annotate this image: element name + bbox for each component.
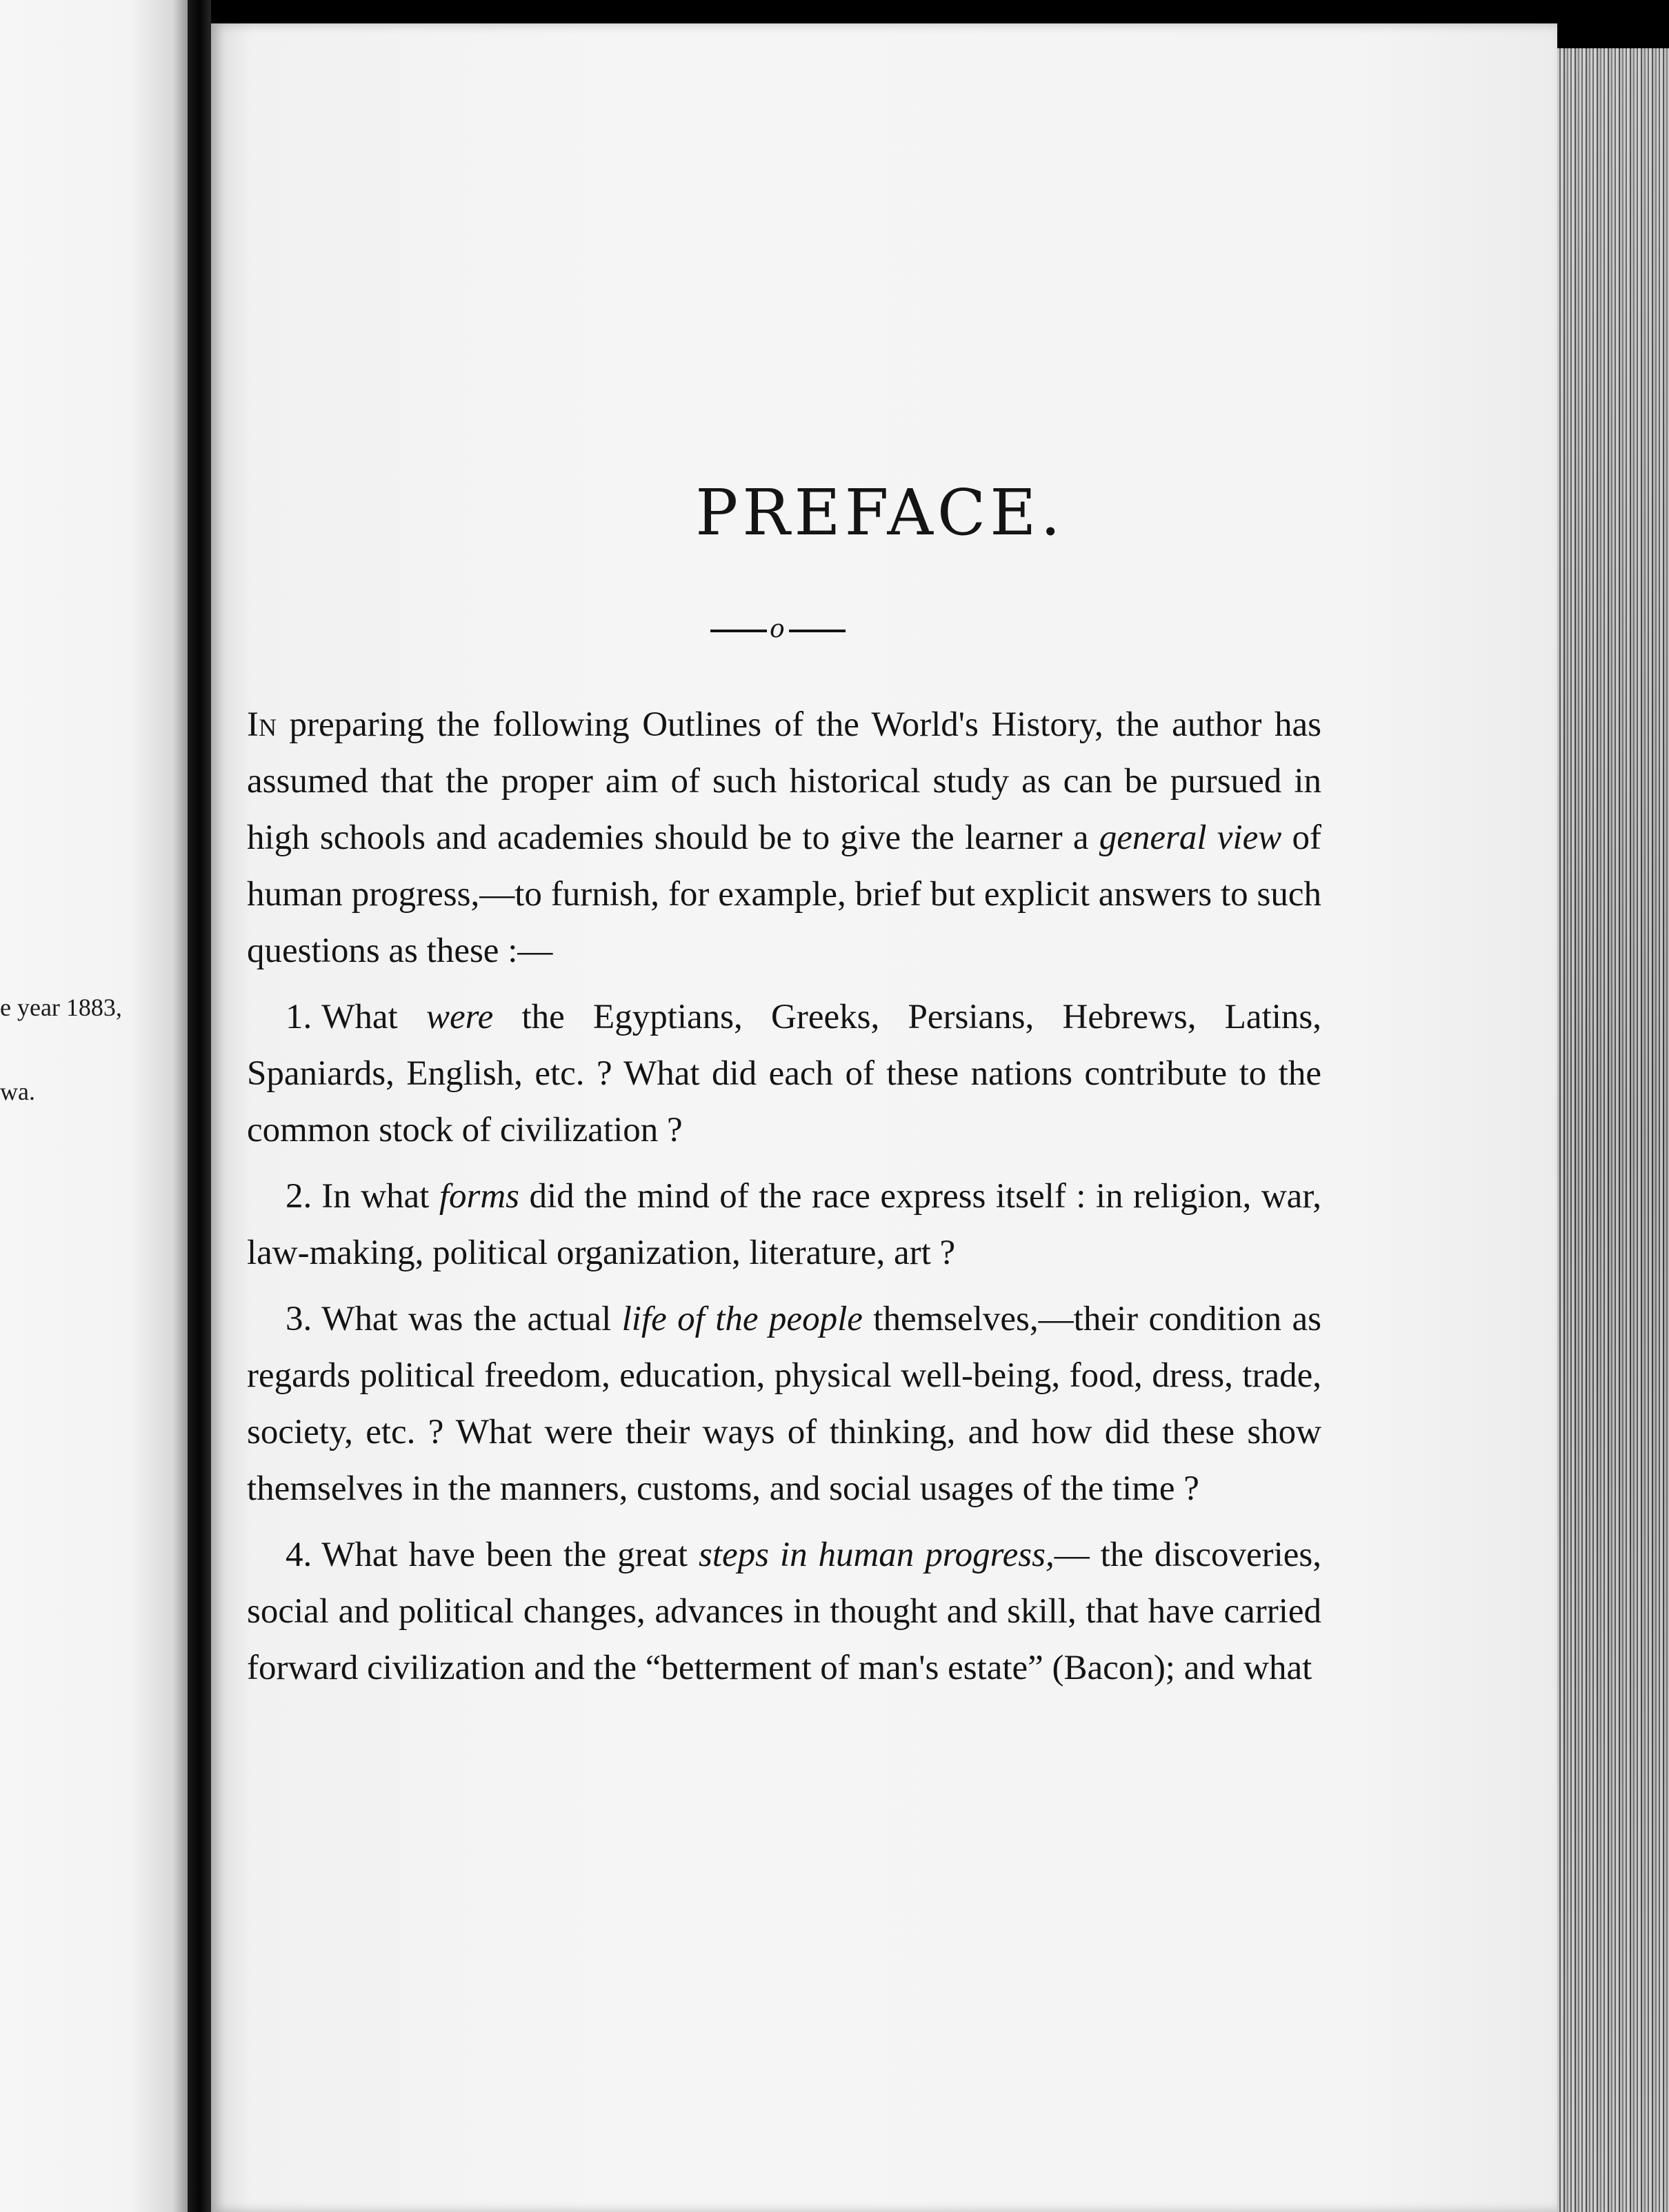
- page-title: PREFACE.: [695, 476, 1065, 550]
- question-1-number: 1.: [286, 998, 312, 1036]
- question-3-emphasis: life of the people: [621, 1300, 863, 1338]
- question-3-text-1: What was the actual: [321, 1300, 622, 1338]
- ornament-mark: o: [770, 615, 785, 643]
- ornament-rule-right: [789, 630, 846, 632]
- preface-body: [247, 696, 1321, 1706]
- question-4-emphasis: steps in human progress,: [699, 1536, 1055, 1574]
- intro-lead-caps: In: [247, 705, 277, 744]
- question-4-text-1: What have been the great: [321, 1536, 699, 1574]
- question-4: [247, 1527, 1321, 1696]
- question-1-text-2: the Egyptians, Greeks, Persians, Hebrews, Latins, Spaniards, English, etc. ? What did each of these nations contribute to the common stock of civilization ?: [247, 998, 1321, 1149]
- question-1-emphasis: were: [426, 998, 494, 1036]
- question-3-number: 3.: [286, 1300, 312, 1338]
- title-ornament: [710, 615, 846, 643]
- intro-text-2: of human progress,—to furnish, for example, brief but explicit answers to such questions as these :—: [247, 818, 1322, 970]
- question-3-text-2: themselves,—their condition as regards political freedom, education, physical well-being, food, dress, trade, society, etc. ? What were their ways of thinking, and how did these show themselves in the manners, customs, and social usages of the time ?: [247, 1300, 1322, 1508]
- question-1-text-1: What: [321, 998, 426, 1036]
- ornament-rule-left: [710, 630, 767, 632]
- question-4-number: 4.: [286, 1536, 312, 1574]
- intro-text-1: preparing the following Outlines of the World's History, the author has assumed that the proper aim of such historical study as can be pursued in high schools and academies should be to give the learner a: [247, 705, 1321, 857]
- left-page-fragment-year: e year 1883,: [0, 994, 122, 1021]
- question-4-text-2: — the discoveries, social and political changes, advances in thought and skill, that have carried forward civilization and the “betterment of man's estate” (Bacon); and what: [247, 1536, 1322, 1687]
- question-2-text-2: did the mind of the race express itself : in religion, war, law-making, political organization, literature, art ?: [247, 1177, 1322, 1272]
- left-facing-page: [0, 0, 188, 2212]
- book-gutter: [188, 0, 211, 2212]
- question-1: [247, 989, 1321, 1158]
- intro-emphasis: general view: [1099, 818, 1282, 857]
- question-2-number: 2.: [286, 1177, 312, 1216]
- question-2-text-1: In what: [321, 1177, 439, 1216]
- question-2-emphasis: forms: [439, 1177, 520, 1216]
- question-3: [247, 1291, 1321, 1517]
- intro-paragraph: [247, 696, 1321, 979]
- question-2: [247, 1168, 1321, 1281]
- page-edge-stack: [1557, 48, 1669, 2212]
- left-page-fragment-wa: wa.: [0, 1078, 35, 1105]
